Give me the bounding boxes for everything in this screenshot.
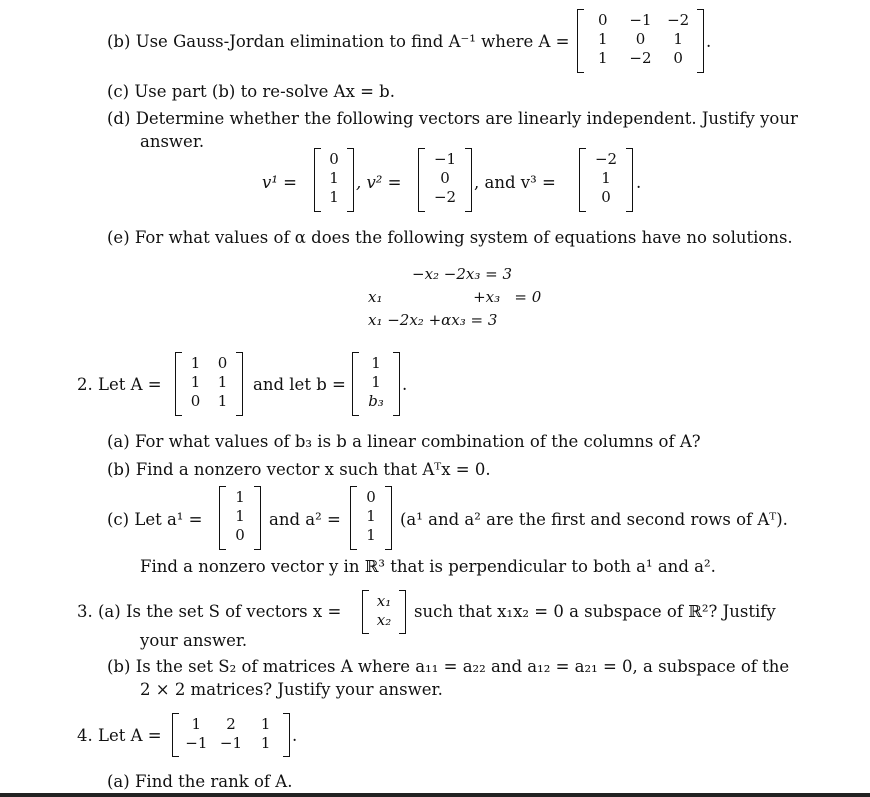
q1e-text: For what values of α does the following system of equations have no solutions.: [134, 228, 793, 247]
q4a-label: (a): [107, 772, 130, 791]
q4-number: 4.: [77, 726, 93, 745]
vector-cell: x₂: [376, 611, 392, 629]
q2a-text: For what values of b₃ is b a linear combination of the columns of A?: [134, 432, 701, 451]
q1d-v3-label: , and v³ =: [474, 173, 556, 192]
q3b-text1: Is the set S₂ of matrices A where a₁₁ = a₂₂ and a₁₂ = a₂₁ = 0, a subspace of the: [135, 657, 790, 676]
q1d-v1-label: v¹ =: [262, 173, 298, 192]
q1d-v2-vector: [418, 148, 472, 212]
matrix-cell: −1: [629, 11, 652, 29]
q2c-text4: Find a nonzero vector y in ℝ³ that is perpendicular to both a¹ and a².: [140, 557, 716, 576]
q1b-end: .: [706, 32, 712, 51]
q2c-label: (c): [107, 510, 130, 529]
matrix-cell: 1: [598, 30, 608, 48]
q3b-label: (b): [107, 657, 131, 676]
q2c-text2: and a² =: [269, 510, 341, 529]
vector-cell: b₃: [368, 392, 384, 410]
q3b-line: [107, 656, 789, 678]
vector-cell: 1: [235, 488, 245, 506]
q1b-line: [107, 31, 569, 53]
q2c-text3: (a¹ and a² are the first and second rows of Aᵀ).: [400, 510, 788, 529]
vector-cell: −1: [433, 150, 457, 168]
q4-matrix-A: [172, 713, 290, 757]
q1d-v1-vector: [314, 148, 354, 212]
matrix-cell: 0: [190, 392, 201, 410]
q1c-line: [107, 81, 395, 103]
q3a-line: [77, 601, 341, 623]
q2a-label: (a): [107, 432, 130, 451]
q2c-a2-grid: [351, 486, 391, 547]
matrix-cell: 0: [598, 11, 608, 29]
q1b-matrix: [577, 9, 704, 73]
q2-intro-line: [77, 374, 162, 396]
q3a-text2: such that x₁x₂ = 0 a subspace of ℝ²? Justify: [414, 602, 776, 621]
q1c-label: (c): [107, 82, 130, 101]
q1d-v1-grid: [315, 148, 353, 209]
q2-vector-b: [352, 352, 400, 416]
matrix-cell: 1: [260, 715, 271, 733]
matrix-cell: 1: [260, 734, 271, 752]
matrix-cell: 1: [190, 354, 201, 372]
q2b-label: (b): [107, 460, 131, 479]
matrix-cell: 2: [226, 715, 236, 733]
matrix-cell: −1: [185, 734, 208, 752]
q1b-text: Use Gauss-Jordan elimination to find A⁻¹ where A =: [135, 32, 570, 51]
q1e-eq2: x₁ +x₃ = 0: [368, 288, 542, 306]
q2-number: 2.: [77, 375, 93, 394]
q2c-a2-vector: [350, 486, 392, 550]
vector-cell: 1: [366, 507, 376, 525]
bottom-rule: [0, 793, 870, 797]
vector-cell: x₁: [376, 592, 392, 610]
q2-intro: Let A =: [98, 375, 162, 394]
q2c-a1-grid: [220, 486, 260, 547]
matrix-cell: 1: [598, 49, 608, 67]
matrix-cell: 1: [191, 715, 202, 733]
vector-cell: 1: [371, 354, 381, 372]
q1e-line: [107, 227, 793, 249]
matrix-cell: −2: [629, 49, 652, 67]
q2-end: .: [402, 375, 408, 394]
vector-cell: 1: [235, 507, 245, 525]
matrix-cell: −2: [667, 11, 690, 29]
vector-cell: 0: [235, 526, 245, 544]
vector-cell: 0: [601, 188, 611, 206]
matrix-cell: 1: [217, 392, 228, 410]
q2b-text: Find a nonzero vector x such that Aᵀx = 0.: [135, 460, 491, 479]
q3b-text2: 2 × 2 matrices? Justify your answer.: [140, 680, 443, 699]
q1e-eq1: −x₂ −2x₃ = 3: [412, 265, 513, 283]
q1d-line: [107, 108, 798, 130]
q3a-text1: Is the set S of vectors x =: [125, 602, 342, 621]
matrix-cell: 1: [673, 30, 683, 48]
q3a-vector: [362, 590, 406, 634]
q2-vector-grid: [353, 352, 399, 413]
q4-end: .: [292, 726, 298, 745]
q2-matrix-grid: [176, 352, 242, 413]
q2c-text1: Let a¹ =: [134, 510, 203, 529]
vector-cell: 1: [329, 188, 339, 206]
q3a-label: (a): [98, 602, 121, 621]
q2c-line: [107, 509, 203, 531]
vector-cell: 1: [329, 169, 339, 187]
vector-cell: 0: [440, 169, 450, 187]
q4-intro: Let A =: [98, 726, 162, 745]
q2b-line: [107, 459, 491, 481]
q2-matrix-A: [175, 352, 243, 416]
vector-cell: 0: [366, 488, 376, 506]
q4-intro-line: [77, 725, 162, 747]
q1d-v2-label: , v² =: [356, 173, 402, 192]
q1b-label: (b): [107, 32, 131, 51]
q4a-line: [107, 771, 292, 793]
q2-mid: and let b =: [253, 375, 346, 394]
q3a-vector-grid: [363, 590, 405, 632]
q3a-text3: your answer.: [140, 631, 248, 650]
matrix-cell: 0: [217, 354, 228, 372]
vector-cell: 0: [329, 150, 339, 168]
q1d-text1: Determine whether the following vectors are linearly independent. Justify your: [135, 109, 798, 128]
matrix-cell: 1: [217, 373, 228, 391]
matrix-cell: 0: [635, 30, 646, 48]
q2a-line: [107, 431, 701, 453]
q1d-label: (d): [107, 109, 131, 128]
vector-cell: 1: [366, 526, 376, 544]
q4-matrix-grid: [173, 713, 289, 755]
q1b-matrix-grid: [578, 9, 703, 70]
q2c-a1-vector: [219, 486, 261, 550]
q1e-eq3: x₁ −2x₂ +αx₃ = 3: [368, 311, 498, 329]
matrix-cell: 0: [673, 49, 683, 67]
q1d-v3-grid: [580, 148, 632, 209]
q1d-end: .: [636, 173, 642, 192]
matrix-cell: 1: [190, 373, 201, 391]
matrix-cell: −1: [219, 734, 243, 752]
q1d-v2-grid: [419, 148, 471, 209]
q1d-v3-vector: [579, 148, 633, 212]
q3-number: 3.: [77, 602, 93, 621]
q1c-text: Use part (b) to re-solve Ax = b.: [134, 82, 395, 101]
q4a-text: Find the rank of A.: [134, 772, 293, 791]
vector-cell: 1: [371, 373, 381, 391]
vector-cell: −2: [433, 188, 457, 206]
vector-cell: −2: [594, 150, 618, 168]
q1d-text2: answer.: [140, 132, 205, 151]
q1e-label: (e): [107, 228, 130, 247]
vector-cell: 1: [601, 169, 611, 187]
